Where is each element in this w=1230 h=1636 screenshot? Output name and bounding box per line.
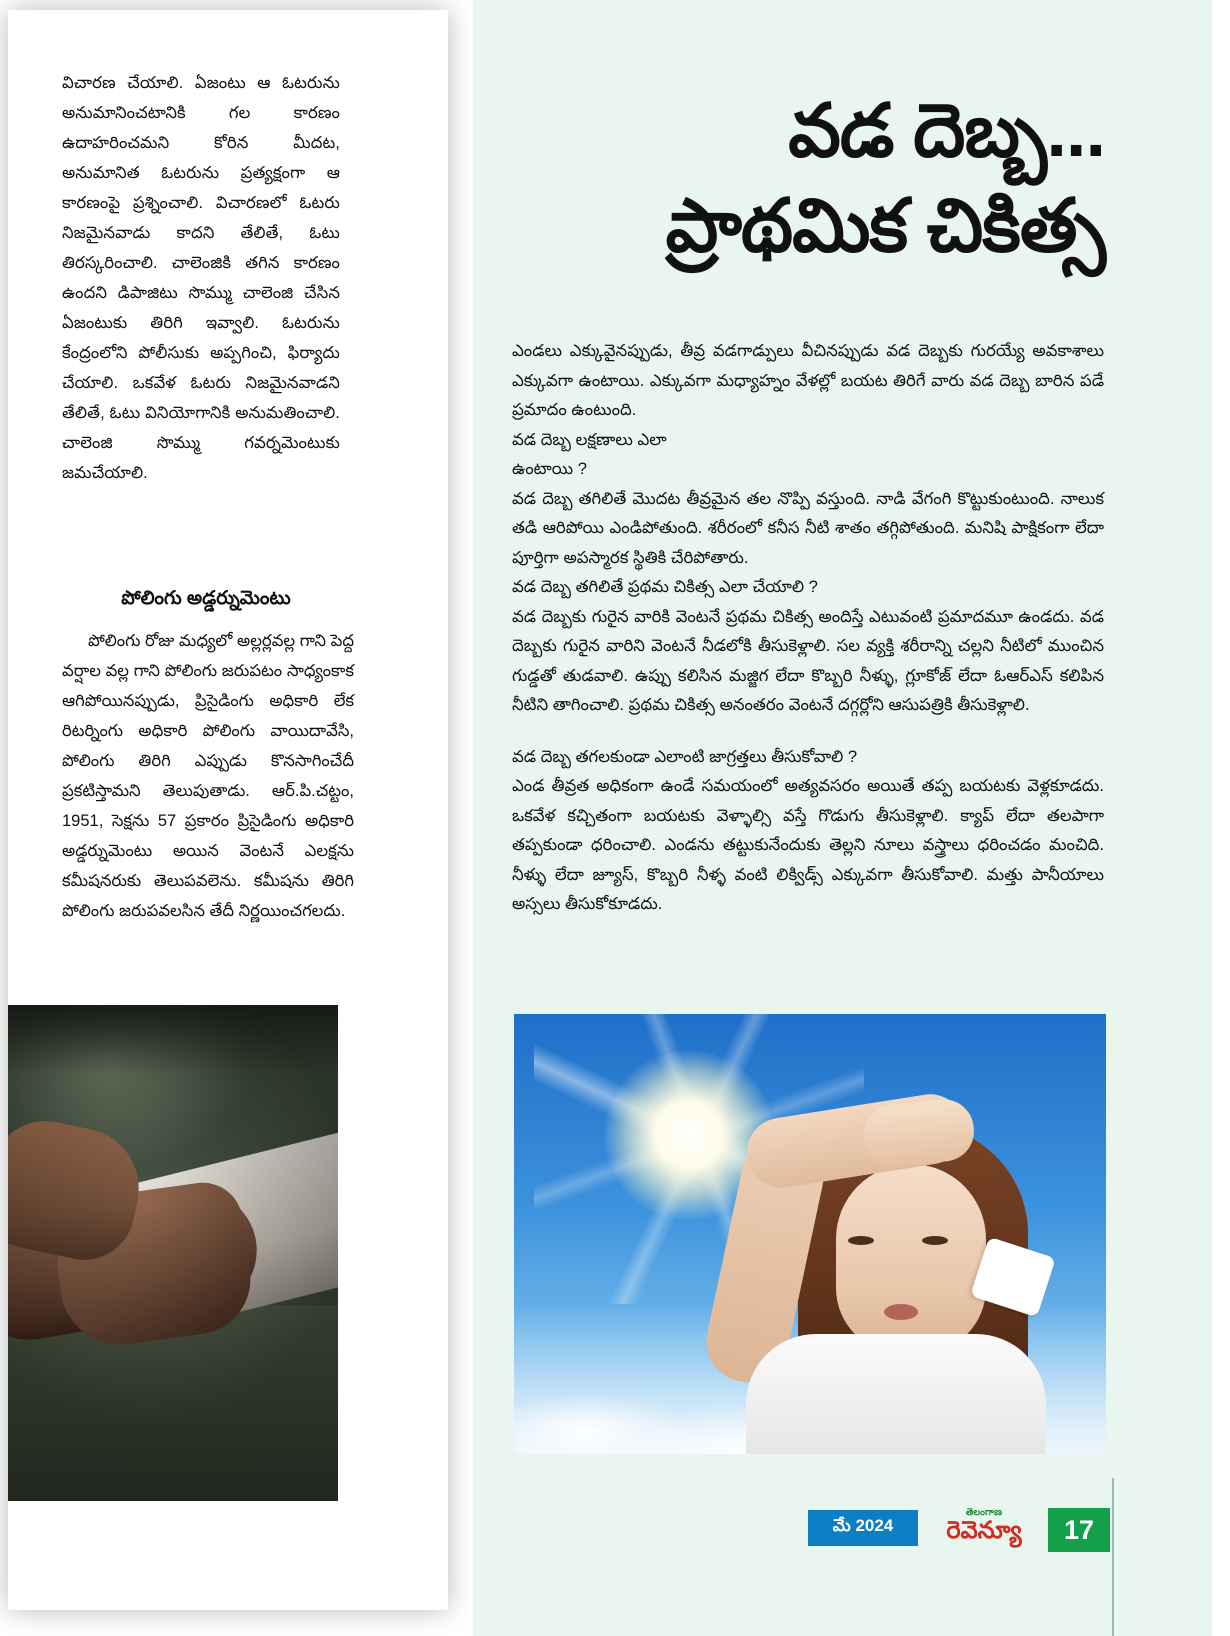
article-title <box>510 84 1210 273</box>
article-paragraph-4: ఎండ తీవ్రత అధికంగా ఉండే సమయంలో అత్యవసరం అయితే తప్ప బయటకు వెళ్లకూడదు. ఒకవేళ కచ్చితంగా బయటకు వెళ్ళాల్సి వస్తే గొడుగు తీసుకెళ్లాలి. క్యాప్ లేదా తలపాగా తప్పకుండా ధరించాలి. ఎండను తట్టుకునేందుకు తెల్లని నూలు వస్త్రాలు ధరించడం మంచిది. నీళ్ళు లేదా జ్యూస్, కొబ్బరి నీళ్ళ వంటి లిక్విడ్స్ ఎక్కువగా తీసుకోవాలి. మత్తు పానీయాలు అస్సలు తీసుకోకూడదు. <box>512 776 1104 913</box>
logo-small-text: తెలంగాణ <box>965 1507 1003 1518</box>
left-column-section-heading: పోలింగు అడ్డర్నుమెంటు <box>121 588 291 609</box>
left-eye-shape <box>848 1236 874 1245</box>
page-edge-rule <box>1112 1478 1114 1636</box>
woman-in-sun-photo <box>514 1014 1106 1454</box>
shirt-shape <box>746 1334 1046 1454</box>
logo-main-text: రెవెన్యూ <box>946 1516 1022 1544</box>
article-question-1a: వడ దెబ్బ లక్షణాలు ఎలా <box>512 429 667 449</box>
left-column-body-text-2 <box>62 626 354 926</box>
right-eye-shape <box>922 1236 948 1245</box>
left-column-body-text: విచారణ చేయాలి. ఏజంటు ఆ ఓటరును అనుమానించటానికి గల కారణం ఉదాహరించమని కోరిన మీదట, అనుమానిత ఓటరును ప్రత్యక్షంగా ఆ కారణంపై ప్రశ్నించాలి. విచారణలో ఓటరు నిజమైనవాడు కాదని తేలితే, ఓటు తిరస్కరించాలి. చాలెంజికి తగిన కారణం ఉందని డిపాజిటు సొమ్ము చాలెంజి చేసిన ఏజంటుకు తిరిగి ఇవ్వాలి. ఓటరును కేంద్రంలోని పోలీసుకు అప్పగించి, ఫిర్యాదు చేయాలి. ఒకవేళ ఓటరు నిజమైనవాడని తేలితే, ఓటు వినియోగానికి అనుమతించాలి. చాలెంజి సొమ్ము గవర్నమెంటుకు జమచేయాలి. <box>62 74 340 482</box>
photo-vignette <box>8 1005 338 1501</box>
magazine-logo <box>926 1508 1042 1550</box>
page-right-margin <box>1212 0 1230 1636</box>
article-body <box>512 336 1104 919</box>
page-number-badge: 17 <box>1048 1508 1110 1552</box>
face-shape <box>836 1164 986 1354</box>
column-gutter-divider <box>470 0 473 1636</box>
handshake-photo <box>8 1005 338 1501</box>
article-title-line-2: ప్రాథమిక చికిత్స <box>665 183 1105 267</box>
mouth-shape <box>884 1304 918 1320</box>
article-title-line-1: వడ దెబ్బ... <box>788 89 1105 172</box>
article-question-2: వడ దెబ్బ తగిలితే ప్రథమ చికిత్స ఎలా చేయాలి ? <box>512 577 818 596</box>
page-footer <box>808 1508 1108 1550</box>
article-question-3: వడ దెబ్బ తగలకుండా ఎలాంటి జాగ్రత్తలు తీసుకోవాలి ? <box>512 746 858 766</box>
article-paragraph-3: వడ దెబ్బకు గురైన వారికి వెంటనే ప్రథమ చికిత్స అందిస్తే ఎటువంటి ప్రమాదమూ ఉండదు. వడ దెబ్బకు గురైన వారిని వెంటనే నీడలోకి తీసుకెళ్లాలి. సల వ్యక్తి శరీరాన్ని చల్లని నీటిలో ముంచిన గుడ్డతో తుడవాలి. ఉప్పు కలిసిన మజ్జిగ లేదా కొబ్బరి నీళ్ళు, గ్లూకోజ్ లేదా ఓఆర్ఎస్ కలిపిన నీటిని తాగించాలి. ప్రథమ చికిత్స అనంతరం వెంటనే దగ్గర్లోని ఆసుపత్రికి తీసుకెళ్లాలి. <box>512 606 1104 714</box>
article-question-1b: ఉంటాయి ? <box>512 459 587 478</box>
article-paragraph-1: ఎండలు ఎక్కువైనప్పుడు, తీవ్ర వడగాడ్పులు వీచినప్పుడు వడ దెబ్బకు గురయ్యే అవకాశాలు ఎక్కువగా ఉంటాయి. ఎక్కువగా మధ్యాహ్నం వేళల్లో బయట తిరిగే వారు వడ దెబ్బ బారిన పడే ప్రమాదం ఉంటుంది. <box>512 341 1104 419</box>
issue-date-badge: మే 2024 <box>808 1510 918 1546</box>
article-paragraph-2: వడ దెబ్బ తగిలితే మొదట తీవ్రమైన తల నొప్పి వస్తుంది. నాడి వేగంగి కొట్టుకుంటుంది. నాలుక తడి ఆరిపోయి ఎండిపోతుంది. శరీరంలో కనీస నీటి శాతం తగ్గిపోతుంది. మనిషి పాక్షికంగా లేదా పూర్తిగా అపస్మారక స్థితికి చేరిపోతారు. <box>512 488 1104 567</box>
left-column-paragraph: పోలింగు రోజు మధ్యలో అల్లర్లవల్ల గాని పెద్ద వర్షాల వల్ల గాని పోలింగు జరుపటం సాధ్యంకాక ఆగిపోయినప్పుడు, ప్రిసైడింగు అధికారి లేక రిటర్నింగు అధికారి పోలింగు వాయిదావేసి, పోలింగు తిరిగి ఎప్పుడు కొనసాగించేదీ ప్రకటిస్తామని తెలుపుతాడు. ఆర్.పి.చట్టం, 1951, సెక్షను 57 ప్రకారం ప్రిసైడింగు అధికారి అడ్డర్నుమెంటు అయిన వెంటనే ఎలక్షను కమీషనరుకు తెలుపవలెను. కమీషను తిరిగి పోలింగు జరుపవలసిన తేదీ నిర్ణయించగలదు. <box>62 632 354 920</box>
